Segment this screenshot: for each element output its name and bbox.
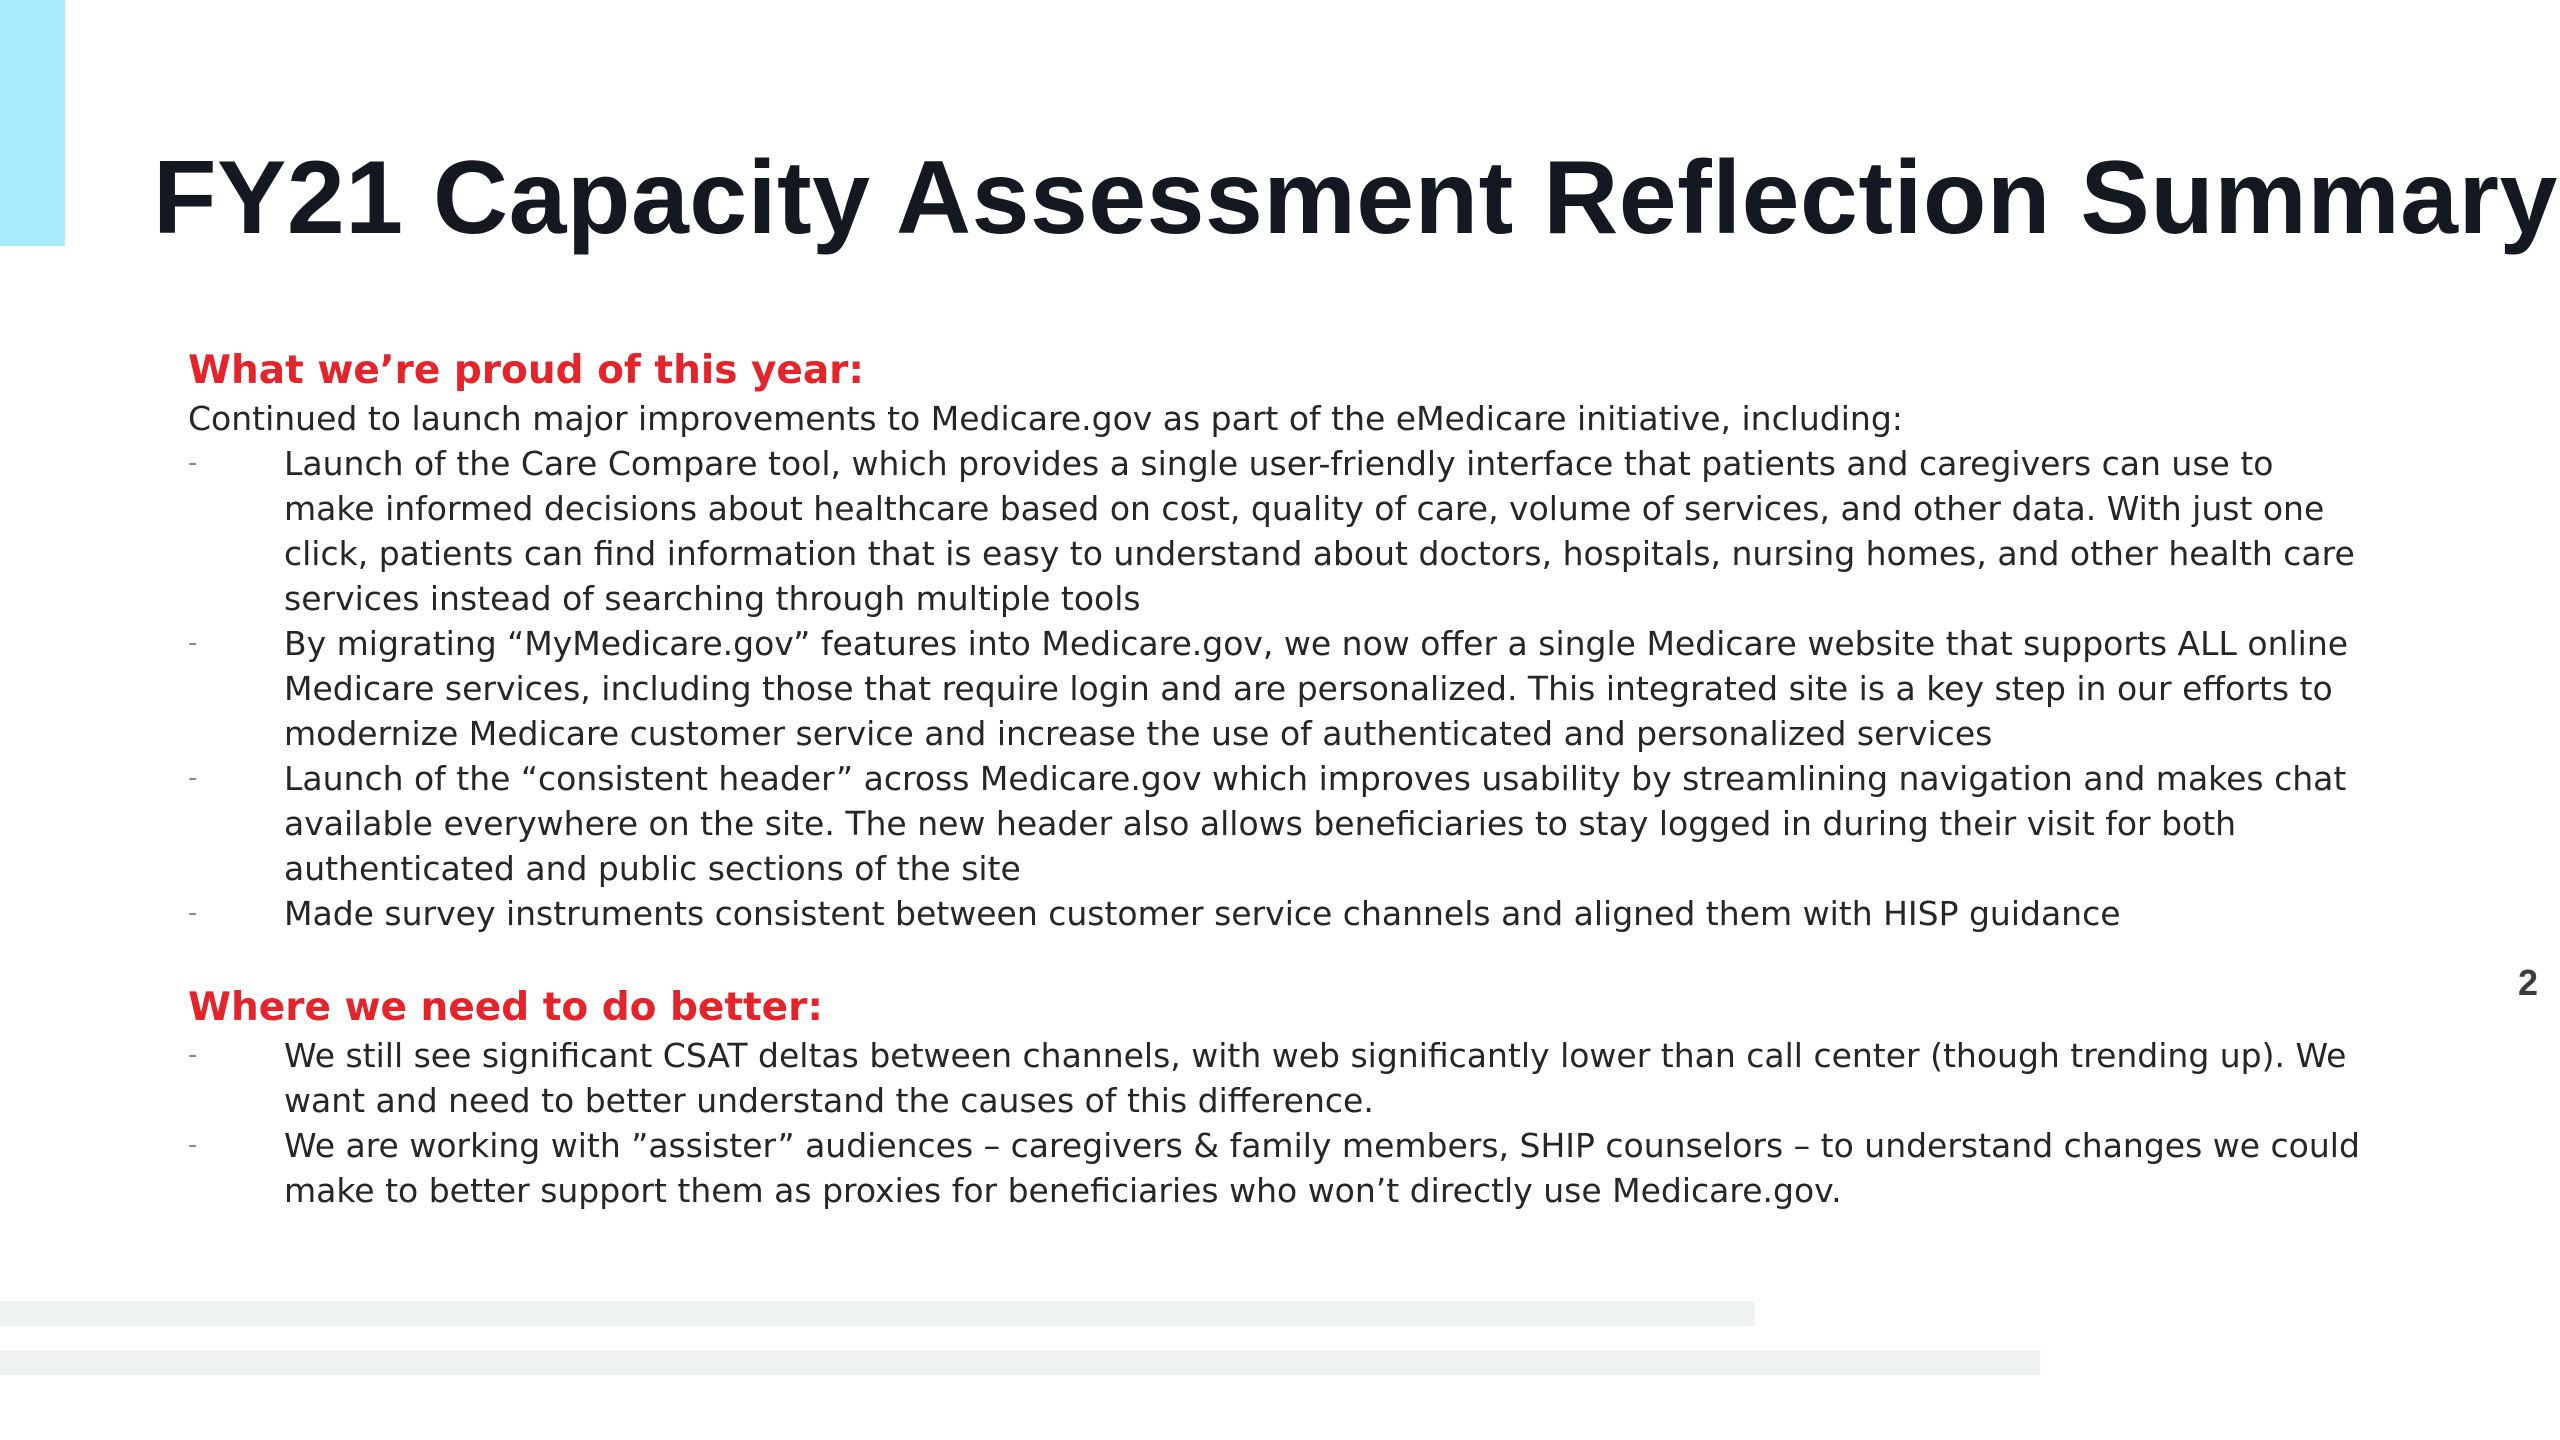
bullet-dash: -	[188, 448, 198, 478]
bullet-dash: -	[188, 1130, 198, 1160]
bullet-text: We still see significant CSAT deltas between channels, with web significantly lower than call center (though trending up). We want and need to better understand the causes of this difference.	[284, 1036, 2347, 1120]
bullet-dash: -	[188, 628, 198, 658]
proud-bullet-mymedicare-migration	[188, 621, 2368, 756]
bullet-text: By migrating “MyMedicare.gov” features into Medicare.gov, we now offer a single Medicare website that supports ALL online Medicare services, including those that require login and are personalized. This integrated site is a key step in our efforts to modernize Medicare customer service and increase the use of authenticated and personalized services	[284, 624, 2349, 753]
proud-section-heading: What we’re proud of this year:	[188, 348, 865, 393]
bullet-text: We are working with ”assister” audiences – caregivers & family members, SHIP counselors – to understand changes we could make to better support them as proxies for beneficiaries who won’t directly use Medicare.gov.	[284, 1126, 2360, 1210]
bullet-dash: -	[188, 763, 198, 793]
better-section-heading: Where we need to do better:	[188, 985, 823, 1030]
proud-bullet-consistent-header	[188, 756, 2368, 891]
better-bullet-csat-deltas	[188, 1033, 2368, 1123]
proud-section-intro: Continued to launch major improvements to Medicare.gov as part of the eMedicare initiative, including:	[188, 399, 1903, 438]
better-bullet-list	[188, 1033, 2368, 1213]
accent-bar	[0, 0, 65, 246]
decorative-line	[0, 1350, 2040, 1375]
proud-bullet-list	[188, 441, 2368, 936]
decorative-line	[0, 1301, 1755, 1326]
page-number: 2	[2517, 962, 2538, 1003]
proud-bullet-care-compare	[188, 441, 2368, 621]
bullet-text: Launch of the “consistent header” across Medicare.gov which improves usability by streamlining navigation and makes chat available everywhere on the site. The new header also allows beneficiaries to stay logged in during their visit for both authenticated and public sections of the site	[284, 759, 2347, 888]
bullet-dash: -	[188, 1040, 198, 1070]
proud-bullet-survey-instruments	[188, 891, 2368, 936]
bullet-text: Launch of the Care Compare tool, which provides a single user-friendly interface that patients and caregivers can use to make informed decisions about healthcare based on cost, quality of care, volume of services, and other data. With just one click, patients can find information that is easy to understand about doctors, hospitals, nursing homes, and other health care services instead of searching through multiple tools	[284, 444, 2355, 618]
slide-content	[188, 346, 2368, 1213]
section-spacer	[188, 936, 2368, 983]
bullet-text: Made survey instruments consistent between customer service channels and aligned them with HISP guidance	[284, 894, 2121, 933]
bullet-dash: -	[188, 898, 198, 928]
better-bullet-assister-audiences	[188, 1123, 2368, 1213]
slide-title: FY21 Capacity Assessment Reflection Summary	[153, 140, 2558, 256]
